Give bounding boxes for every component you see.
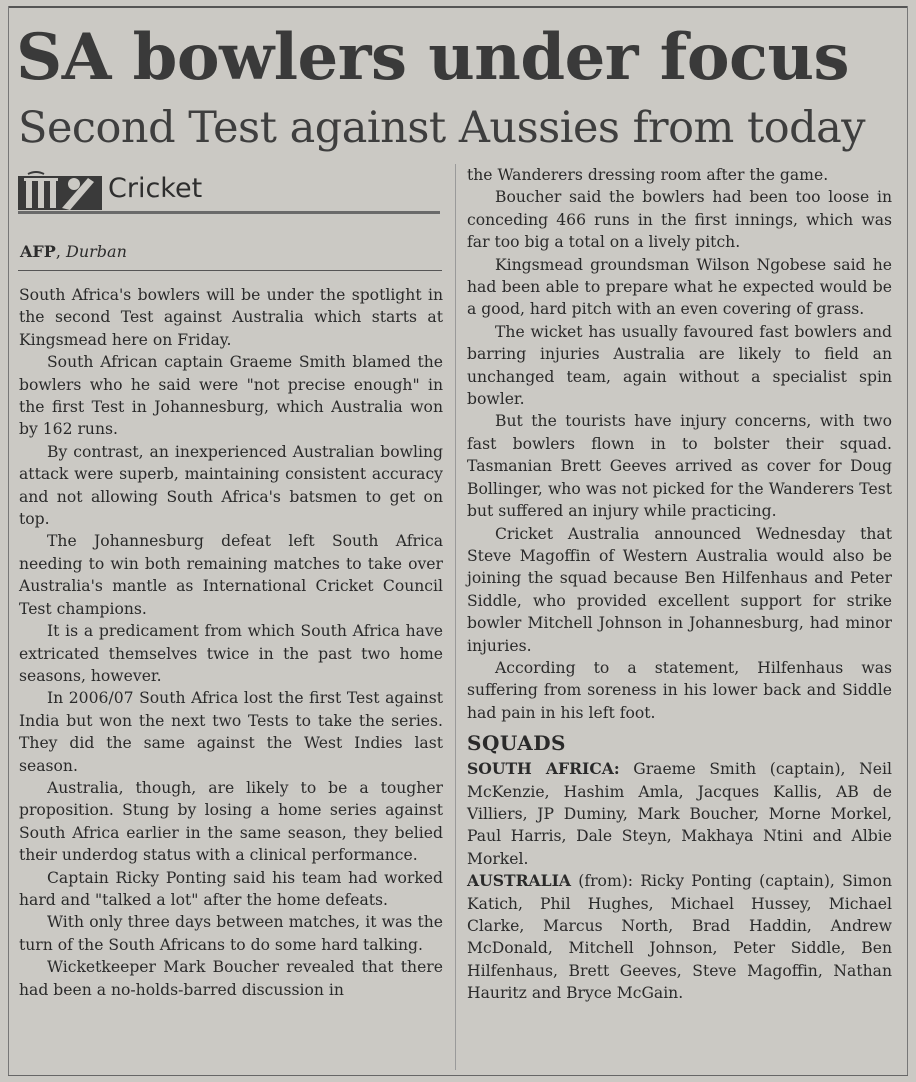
paragraph: It is a predicament from which South Africa have extricated themselves twice in the past two home seasons, however.: [19, 622, 443, 685]
paragraph: By contrast, an inexperienced Australian bowling attack were superb, maintaining consistent accuracy and not allowing South Africa's batsmen to get on top.: [19, 442, 443, 529]
top-border-rule: [8, 6, 908, 8]
kicker-rule: [18, 211, 440, 214]
squads-heading: SQUADS: [467, 731, 566, 756]
paragraph: Kingsmead groundsman Wilson Ngobese said he had been able to prepare what he expected would be a good, hard pitch with an even covering of grass.: [467, 255, 892, 319]
paragraph: The wicket has usually favoured fast bowlers and barring injuries Australia are likely to field an unchanged team, again without a specialist spin bowler.: [467, 322, 892, 409]
subheadline: Second Test against Aussies from today: [18, 103, 866, 153]
paragraph: Australia, though, are likely to be a tougher proposition. Stung by losing a home series against South Africa earlier in the same season, they belied their underdog status with a clinical performance.: [19, 778, 443, 865]
squad-players: (from): Ricky Ponting (captain), Simon Katich, Phil Hughes, Michael Hussey, Michael Clarke, Marcus North, Brad Haddin, Andrew McDonald, Mitchell Johnson, Peter Siddle, Ben Hilfenhaus, Brett Geeves, Steve Magoffin, Nathan Hauritz and Bryce McGain.: [467, 872, 892, 1003]
article-column-2: [467, 164, 892, 1005]
paragraph: South African captain Graeme Smith blamed the bowlers who he said were "not precise enough" in the first Test in Johannesburg, which Australia won by 162 runs.: [19, 353, 443, 439]
cricket-stumps-icon: [18, 170, 102, 210]
paragraph: Cricket Australia announced Wednesday that Steve Magoffin of Western Australia would also be joining the squad because Ben Hilfenhaus and Peter Siddle, who provided excellent support for strike bowler Mitchell Johnson in Johannesburg, had minor injuries.: [467, 524, 892, 655]
byline-agency: AFP: [20, 242, 56, 261]
paragraph: The Johannesburg defeat left South Africa needing to win both remaining matches to take over Australia's mantle as International Cricket Council Test champions.: [19, 532, 443, 618]
byline-place: Durban: [66, 242, 127, 261]
paragraph: In 2006/07 South Africa lost the first Test against India but won the next two Tests to take the series. They did the same against the West Indies last season.: [19, 689, 443, 775]
paragraph: According to a statement, Hilfenhaus was suffering from soreness in his lower back and Siddle had pain in his left foot.: [467, 658, 892, 722]
right-border-rule: [907, 6, 908, 1076]
byline-rule: [18, 270, 442, 271]
byline-separator: ,: [55, 242, 61, 261]
paragraph: But the tourists have injury concerns, with two fast bowlers flown in to bolster their squad. Tasmanian Brett Geeves arrived as cover for Doug Bollinger, who was not picked for the Wanderers Test but suffered an injury while practicing.: [467, 412, 892, 521]
article-column-1: [19, 284, 443, 1001]
squad-south-africa: [467, 758, 892, 870]
section-label: Cricket: [108, 173, 203, 204]
paragraph: Boucher said the bowlers had been too loose in conceding 466 runs in the first innings, which was far too big a total on a lively pitch.: [467, 188, 892, 252]
squad-label: AUSTRALIA: [467, 871, 571, 891]
bottom-border-rule: [8, 1075, 908, 1076]
paragraph: South Africa's bowlers will be under the spotlight in the second Test against Australia which starts at Kingsmead here on Friday.: [19, 286, 443, 349]
byline: [20, 240, 440, 264]
squad-australia: [467, 870, 892, 1004]
paragraph: With only three days between matches, it was the turn of the South Africans to do some hard talking.: [19, 913, 443, 954]
column-divider: [455, 164, 456, 1070]
section-kicker: [18, 168, 440, 214]
paragraph-continuation: the Wanderers dressing room after the game.: [467, 166, 829, 184]
paragraph: Captain Ricky Ponting said his team had worked hard and "talked a lot" after the home defeats.: [19, 868, 443, 909]
headline: SA bowlers under focus: [16, 20, 850, 95]
left-border-rule: [8, 6, 9, 1076]
paragraph: Wicketkeeper Mark Boucher revealed that there had been a no-holds-barred discussion in: [19, 958, 443, 999]
squad-label: SOUTH AFRICA:: [467, 759, 620, 779]
squad-players: Graeme Smith (captain), Neil McKenzie, Hashim Amla, Jacques Kallis, AB de Villiers, JP Duminy, Mark Boucher, Morne Morkel, Paul Harris, Dale Steyn, Makhaya Ntini and Albie Morkel.: [467, 760, 892, 868]
